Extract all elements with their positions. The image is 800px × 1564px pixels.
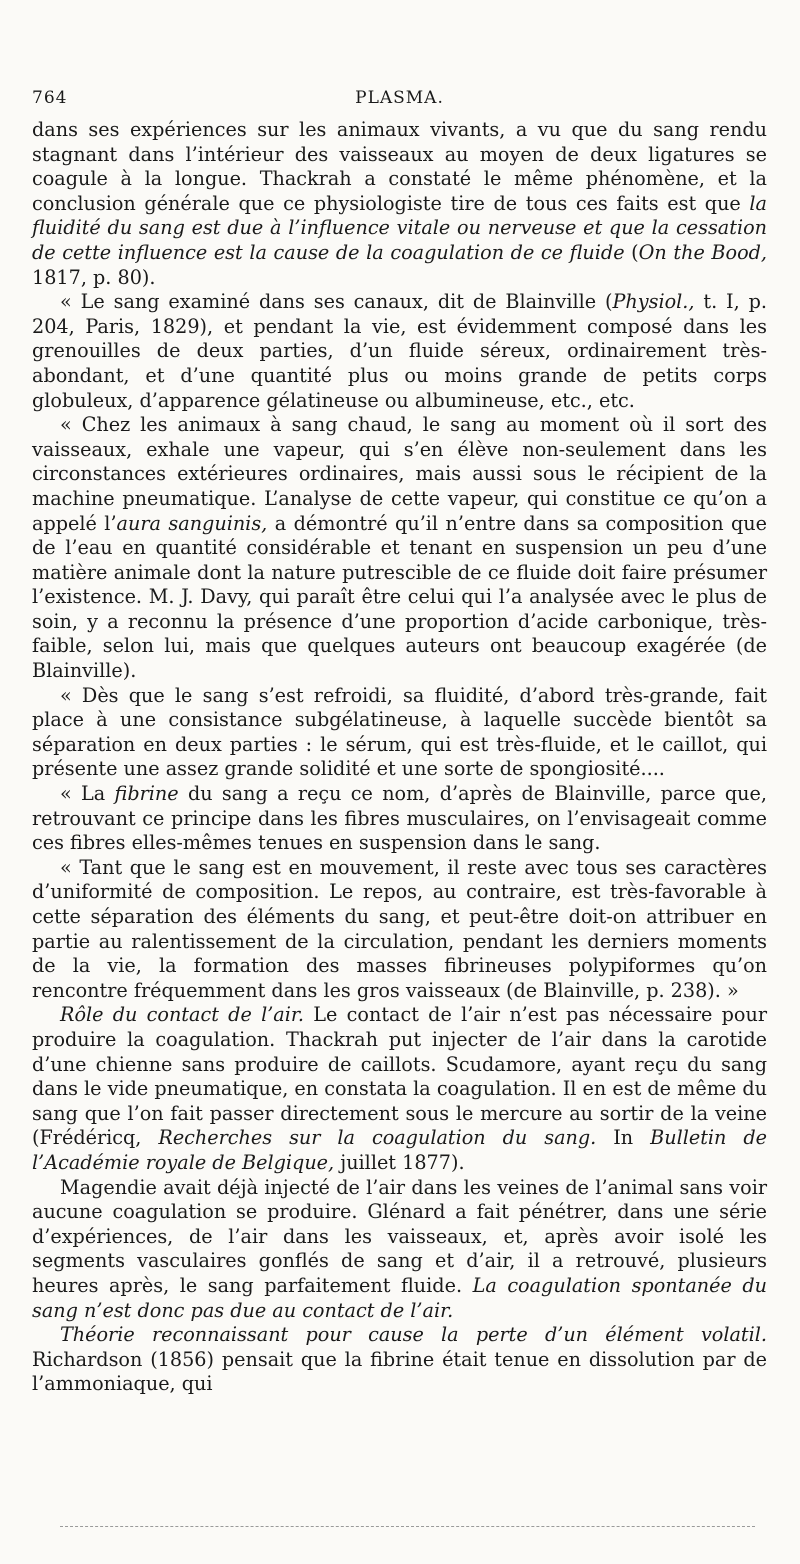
italic-text: Recherches sur la coagulation du sang.: [158, 1126, 597, 1150]
italic-text: Rôle du contact de l’air.: [60, 1003, 305, 1027]
paragraph: [32, 1323, 767, 1397]
paragraph: [32, 118, 767, 290]
text-run: a démontré qu’il n’entre dans sa composition que de l’eau en quantité considérable et tenant en suspension un peu d’une matière animale dont la nature putrescible de ce fluide doit faire présumer l’existence. M. J. Davy, qui paraît être celui qui l’a analysée avec le plus de soin, y a reconnu la présence d’une proportion d’acide carbonique, très-faible, selon lui, mais que quelques auteurs ont beaucoup exagérée (de Blainville).: [32, 511, 768, 683]
italic-text: aura sanguinis,: [116, 511, 268, 535]
text-run: Magendie avait déjà injecté de l’air dans les veines de l’animal sans voir aucune coagulation se produire. Glénard a fait pénétrer, dans une série d’expériences, de l’air dans les vaisseaux, et, après avoir isolé les segments vasculaires gonflés de sang et d’air, il a retrouvé, plusieurs heures après, le sang parfaitement fluide.: [32, 1175, 767, 1297]
text-run: 1817, p. 80).: [32, 265, 156, 289]
italic-text: la fluidité du sang est due à l’influence vitale ou nerveuse et que la cessation de cette influence est la cause de la coagulation de ce fluide: [32, 191, 767, 264]
text-run: (: [624, 240, 639, 264]
text-run: « Tant que le sang est en mouvement, il reste avec tous ses caractères d’uniformité de composition. Le repos, au contraire, est très-favorable à cette séparation des éléments du sang, et peut-être doit-on attribuer en partie au ralentissement de la circulation, pendant les derniers moments de la vie, la formation des masses fibrineuses polypiformes qu’on rencontre fréquemment dans les gros vaisseaux (de Blainville, p. 238). »: [32, 855, 767, 1002]
paragraph: [32, 1003, 767, 1175]
body-text: [32, 118, 767, 1397]
paragraph: [32, 1176, 767, 1324]
running-head: [32, 88, 767, 118]
text-run: du sang a reçu ce nom, d’après de Blainville, parce que, retrouvant ce principe dans les fibres musculaires, on l’envisageait comme ces fibres elles-mêmes tenues en suspension dans le sang.: [32, 782, 767, 855]
text-run: « Chez les animaux à sang chaud, le sang au moment où il sort des vaisseaux, exhale une vapeur, qui s’en élève non-seulement dans les circonstances extérieures ordinaires, mais aussi sous le récipient de la machine pneumatique. L’analyse de cette vapeur, qui constitue ce qu’on a appelé l’: [32, 413, 767, 535]
paragraph: [32, 290, 767, 413]
text-run: Richardson (1856) pensait que la fibrine était tenue en dissolution par de l’ammoniaque, qui: [32, 1347, 767, 1396]
italic-text: fibrine: [114, 782, 179, 806]
text-run: t. I, p. 204, Paris, 1829), et pendant la vie, est évidemment composé dans les grenouilles de deux parties, d’un fluide séreux, ordinairement très-abondant, et d’une quantité plus ou moins grande de petits corps globuleux, d’apparence gélatineuse ou albumineuse, etc., etc.: [32, 290, 767, 412]
paragraph: [32, 684, 767, 782]
text-run: dans ses expériences sur les animaux vivants, a vu que du sang rendu stagnant dans l’intérieur des vaisseaux au moyen de deux ligatures se coagule à la longue. Thackrah a constaté le même phénomène, et la conclusion générale que ce physiologiste tire de tous ces faits est que: [32, 118, 767, 215]
text-run: juillet 1877).: [334, 1150, 465, 1174]
italic-text: On the Bood,: [638, 240, 767, 264]
footer-rule: [60, 1526, 755, 1527]
italic-text: Bulletin de l’Académie royale de Belgique,: [32, 1126, 767, 1174]
text-run: In: [596, 1126, 651, 1150]
italic-text: Théorie reconnaissant pour cause la perte d’un élément volatil.: [60, 1323, 767, 1347]
page-number: 764: [32, 88, 68, 108]
text-run: « Le sang examiné dans ses canaux, dit de Blainville (: [60, 290, 613, 314]
running-title: PLASMA.: [355, 88, 444, 108]
text-run: Le contact de l’air n’est pas nécessaire pour produire la coagulation. Thackrah put injecter de l’air dans la carotide d’une chienne sans produire de caillots. Scudamore, ayant reçu du sang dans le vide pneumatique, en constata la coagulation. Il en est de même du sang que l’on fait passer directement sous le mercure au sortir de la veine (Frédéricq,: [32, 1003, 768, 1150]
italic-text: Physiol.,: [612, 290, 695, 314]
text-run: « Dès que le sang s’est refroidi, sa fluidité, d’abord très-grande, fait place à une consistance subgélatineuse, à laquelle succède bientôt sa séparation en deux parties : le sérum, qui est très-fluide, et le caillot, qui présente une assez grande solidité et une sorte de spongiosité....: [32, 683, 767, 781]
paragraph: [32, 782, 767, 856]
paragraph: [32, 856, 767, 1004]
italic-text: La coagulation spontanée du sang n’est donc pas due au contact de l’air.: [32, 1273, 768, 1322]
page: [32, 88, 767, 1397]
text-run: « La: [60, 782, 115, 806]
paragraph: [32, 413, 767, 684]
